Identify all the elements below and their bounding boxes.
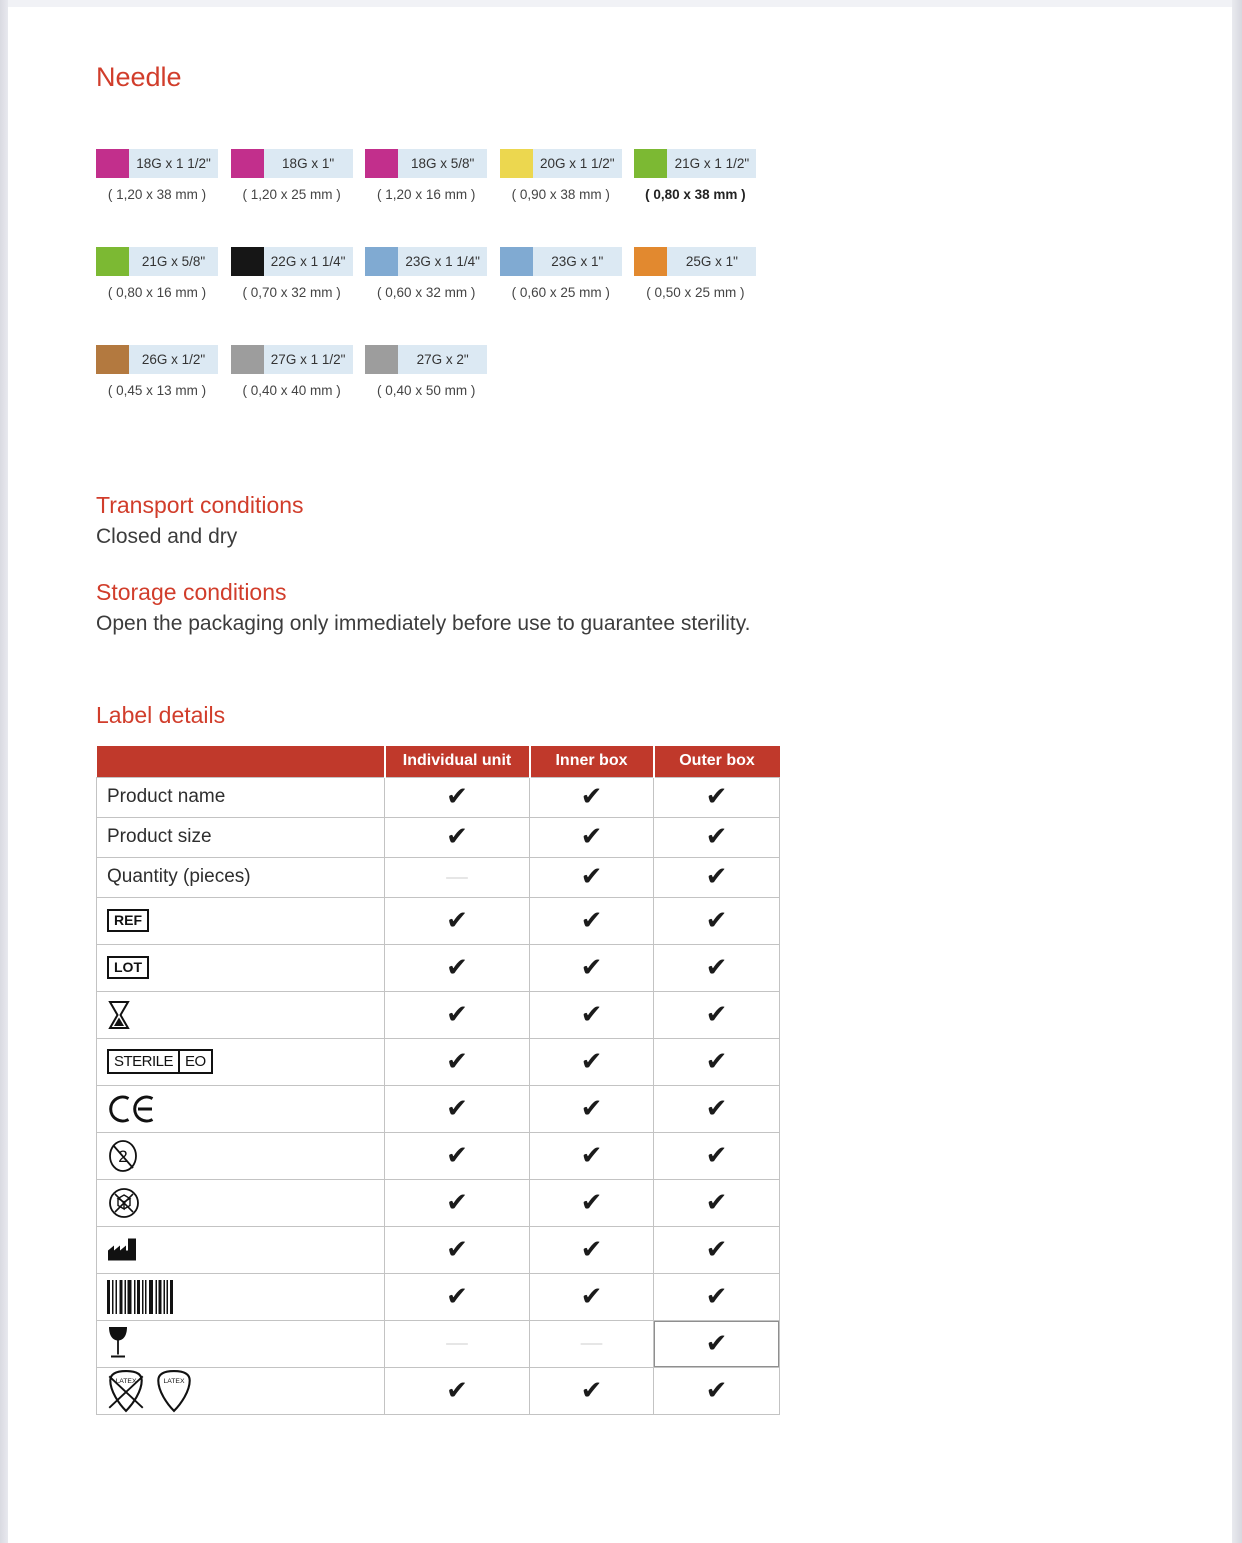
needle-size-item <box>365 149 487 202</box>
use-by-hourglass-icon <box>107 1000 131 1030</box>
table-cell <box>97 944 385 991</box>
check-icon: ✔ <box>705 1140 728 1171</box>
table-row <box>97 1038 780 1085</box>
table-cell <box>385 1226 530 1273</box>
table-cell <box>97 1273 385 1320</box>
table-cell <box>654 991 780 1038</box>
needle-size-item <box>96 247 218 300</box>
check-icon: ✔ <box>580 822 603 852</box>
latex-text: LATEX <box>163 1377 185 1385</box>
needle-mm-label: ( 0,70 x 32 mm ) <box>242 285 341 300</box>
gauge-color-swatch <box>231 247 264 276</box>
needle-grid-row <box>96 247 1232 300</box>
table-cell <box>385 991 530 1038</box>
needle-mm-label: ( 0,40 x 40 mm ) <box>242 383 341 398</box>
table-cell <box>385 817 530 857</box>
check-icon: ✔ <box>446 905 468 936</box>
check-icon: ✔ <box>580 1140 603 1171</box>
table-cell <box>654 1179 780 1226</box>
row-label: Quantity (pieces) <box>97 857 385 897</box>
table-row <box>97 991 780 1038</box>
latex-text: LATEX <box>115 1377 137 1385</box>
storage-conditions-title: Storage conditions <box>96 579 287 605</box>
table-cell <box>654 857 780 897</box>
table-cell <box>530 1367 654 1414</box>
table-cell <box>97 1038 385 1085</box>
dash-icon: — <box>445 1334 469 1352</box>
check-icon: ✔ <box>580 999 603 1030</box>
needle-size-label: 26G x 1/2" <box>129 345 218 374</box>
table-cell <box>97 897 385 944</box>
table-row <box>97 777 780 817</box>
needle-grid-row <box>96 149 1232 202</box>
gauge-color-swatch <box>96 149 129 178</box>
do-not-use-if-damaged-icon <box>107 1186 141 1220</box>
row-label: Product name <box>97 777 385 817</box>
table-header-empty <box>97 746 385 777</box>
page-edge-right <box>1232 0 1242 1543</box>
barcode-icon <box>107 1280 173 1314</box>
needle-size-item <box>231 247 353 300</box>
table-cell <box>385 1038 530 1085</box>
fragile-glass-icon <box>107 1326 129 1362</box>
needle-mm-label: ( 0,60 x 25 mm ) <box>511 285 610 300</box>
needle-size-item <box>96 345 218 398</box>
table-header-inner-box: Inner box <box>530 746 654 777</box>
table-cell <box>530 817 654 857</box>
check-icon: ✔ <box>446 1140 468 1171</box>
table-cell <box>530 1226 654 1273</box>
do-not-reuse-icon <box>107 1138 139 1174</box>
table-cell <box>654 1273 780 1320</box>
check-icon: ✔ <box>580 1046 603 1077</box>
check-icon: ✔ <box>446 782 468 812</box>
table-cell <box>654 1132 780 1179</box>
check-icon: ✔ <box>705 782 728 812</box>
needle-grid-row <box>96 345 1232 398</box>
check-icon: ✔ <box>446 1093 468 1124</box>
gauge-color-swatch <box>365 345 398 374</box>
check-icon: ✔ <box>446 1234 468 1265</box>
table-cell <box>385 1273 530 1320</box>
gauge-color-swatch <box>96 247 129 276</box>
table-cell <box>97 1226 385 1273</box>
needle-mm-label: ( 0,45 x 13 mm ) <box>107 383 207 398</box>
table-cell <box>97 1179 385 1226</box>
needle-size-label: 27G x 1 1/2" <box>264 345 353 374</box>
needle-size-item <box>365 345 487 398</box>
check-icon: ✔ <box>580 952 603 983</box>
table-cell <box>97 1367 385 1414</box>
table-cell <box>654 1367 780 1414</box>
table-cell <box>530 1085 654 1132</box>
transport-conditions-title: Transport conditions <box>96 492 304 518</box>
gauge-color-swatch <box>500 149 533 178</box>
label-details-table <box>96 746 780 1415</box>
table-cell <box>97 1320 385 1367</box>
table-cell <box>530 944 654 991</box>
needle-mm-label: ( 0,80 x 38 mm ) <box>645 187 746 202</box>
table-row <box>97 857 780 897</box>
check-icon: ✔ <box>446 1046 468 1077</box>
table-cell <box>654 897 780 944</box>
needle-size-label: 23G x 1" <box>533 247 622 276</box>
needle-size-item <box>365 247 487 300</box>
check-icon: ✔ <box>446 999 468 1030</box>
table-row <box>97 1179 780 1226</box>
check-icon: ✔ <box>446 952 468 983</box>
table-cell <box>385 944 530 991</box>
table-cell <box>97 1085 385 1132</box>
check-icon: ✔ <box>580 905 603 936</box>
check-icon: ✔ <box>705 822 728 852</box>
table-cell <box>385 1320 530 1367</box>
eo-text: EO <box>178 1051 211 1072</box>
table-cell <box>530 1320 654 1367</box>
check-icon: ✔ <box>446 1375 468 1406</box>
needle-section-title: Needle <box>96 62 182 92</box>
table-row <box>97 1320 780 1367</box>
row-label: Product size <box>97 817 385 857</box>
table-cell <box>530 857 654 897</box>
check-icon: ✔ <box>705 862 728 892</box>
latex-free-icon <box>107 1369 145 1413</box>
table-cell <box>530 1179 654 1226</box>
needle-size-item <box>634 247 756 300</box>
table-cell <box>654 817 780 857</box>
table-row <box>97 897 780 944</box>
check-icon: ✔ <box>580 782 603 812</box>
manufacturer-icon <box>107 1237 137 1262</box>
check-icon: ✔ <box>705 952 728 983</box>
gauge-color-swatch <box>634 247 667 276</box>
gauge-color-swatch <box>500 247 533 276</box>
table-cell <box>385 1367 530 1414</box>
needle-size-label: 18G x 1 1/2" <box>129 149 218 178</box>
transport-conditions-body: Closed and dry <box>96 525 238 548</box>
needle-size-label: 21G x 1 1/2" <box>667 149 756 178</box>
needle-mm-label: ( 0,90 x 38 mm ) <box>511 187 610 202</box>
check-icon: ✔ <box>705 1375 728 1406</box>
table-cell <box>530 897 654 944</box>
check-icon: ✔ <box>446 822 468 852</box>
table-header-outer-box: Outer box <box>654 746 780 777</box>
table-row <box>97 1367 780 1414</box>
check-icon: ✔ <box>705 999 728 1030</box>
needle-size-label: 21G x 5/8" <box>129 247 218 276</box>
table-row <box>97 1226 780 1273</box>
storage-conditions-body: Open the packaging only immediately before use to guarantee sterility. <box>96 612 751 635</box>
needle-size-label: 18G x 1" <box>264 149 353 178</box>
table-cell <box>654 1085 780 1132</box>
check-icon: ✔ <box>705 905 728 936</box>
check-icon: ✔ <box>705 1281 728 1312</box>
check-icon: ✔ <box>705 1187 728 1218</box>
table-header-row <box>97 746 780 777</box>
table-cell <box>530 1273 654 1320</box>
table-cell <box>385 1179 530 1226</box>
dash-icon: — <box>579 1334 604 1352</box>
needle-mm-label: ( 1,20 x 16 mm ) <box>377 187 476 202</box>
table-cell <box>654 1320 780 1367</box>
gauge-color-swatch <box>634 149 667 178</box>
needle-size-grid <box>96 149 1232 398</box>
table-cell <box>530 1132 654 1179</box>
check-icon: ✔ <box>580 1375 603 1406</box>
table-cell <box>385 857 530 897</box>
needle-size-item <box>231 345 353 398</box>
needle-mm-label: ( 1,20 x 25 mm ) <box>242 187 341 202</box>
table-header-individual-unit: Individual unit <box>385 746 530 777</box>
table-cell <box>385 897 530 944</box>
table-cell <box>97 991 385 1038</box>
needle-mm-label: ( 0,60 x 32 mm ) <box>377 285 476 300</box>
needle-mm-label: ( 1,20 x 38 mm ) <box>107 187 207 202</box>
needle-size-label: 18G x 5/8" <box>398 149 487 178</box>
gauge-color-swatch <box>231 149 264 178</box>
latex-icon <box>155 1369 193 1413</box>
check-icon: ✔ <box>705 1093 728 1124</box>
ref-symbol: REF <box>107 909 149 932</box>
check-icon: ✔ <box>580 1281 603 1312</box>
table-row <box>97 1273 780 1320</box>
gauge-color-swatch <box>231 345 264 374</box>
needle-size-label: 23G x 1 1/4" <box>398 247 487 276</box>
gauge-color-swatch <box>365 149 398 178</box>
table-cell <box>385 1085 530 1132</box>
label-details-title: Label details <box>96 702 226 728</box>
table-cell <box>530 991 654 1038</box>
needle-mm-label: ( 0,40 x 50 mm ) <box>377 383 476 398</box>
svg-text:2: 2 <box>118 1146 128 1166</box>
check-icon: ✔ <box>580 1093 603 1124</box>
table-row <box>97 1085 780 1132</box>
table-cell <box>385 1132 530 1179</box>
check-icon: ✔ <box>705 1046 728 1077</box>
needle-size-item <box>500 149 622 202</box>
needle-size-item <box>634 149 756 202</box>
needle-mm-label: ( 0,50 x 25 mm ) <box>646 285 745 300</box>
needle-size-item <box>96 149 218 202</box>
sterile-text: STERILE <box>114 1053 174 1070</box>
needle-size-label: 25G x 1" <box>667 247 756 276</box>
lot-symbol: LOT <box>107 956 149 979</box>
sterile-eo-symbol <box>107 1049 213 1074</box>
table-row <box>97 944 780 991</box>
check-icon: ✔ <box>580 862 603 892</box>
check-icon: ✔ <box>580 1234 603 1265</box>
check-icon: ✔ <box>705 1328 728 1359</box>
table-cell <box>97 1132 385 1179</box>
needle-size-label: 20G x 1 1/2" <box>533 149 622 178</box>
table-cell <box>654 944 780 991</box>
needle-size-label: 27G x 2" <box>398 345 487 374</box>
gauge-color-swatch <box>96 345 129 374</box>
needle-size-item <box>231 149 353 202</box>
table-cell <box>654 1226 780 1273</box>
needle-size-label: 22G x 1 1/4" <box>264 247 353 276</box>
check-icon: ✔ <box>446 1281 468 1312</box>
table-cell <box>654 1038 780 1085</box>
gauge-color-swatch <box>365 247 398 276</box>
needle-size-item <box>500 247 622 300</box>
table-row <box>97 1132 780 1179</box>
needle-mm-label: ( 0,80 x 16 mm ) <box>107 285 207 300</box>
table-row <box>97 817 780 857</box>
dash-icon: — <box>445 868 469 885</box>
table-cell <box>530 777 654 817</box>
table-cell <box>385 777 530 817</box>
table-cell <box>654 777 780 817</box>
ce-marking-icon <box>107 1094 157 1124</box>
check-icon: ✔ <box>580 1187 603 1218</box>
check-icon: ✔ <box>446 1187 468 1218</box>
check-icon: ✔ <box>705 1234 728 1265</box>
table-cell <box>530 1038 654 1085</box>
